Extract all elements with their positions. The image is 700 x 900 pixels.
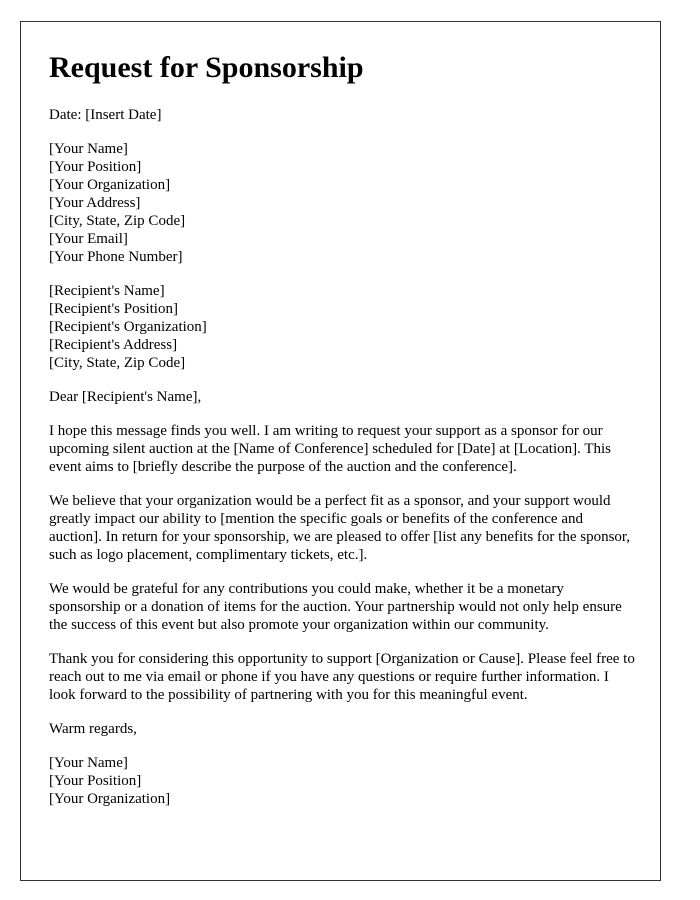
sender-address: [Your Address] xyxy=(49,195,141,211)
signature-position: [Your Position] xyxy=(49,773,142,789)
recipient-organization: [Recipient's Organization] xyxy=(49,319,207,335)
date-line: Date: [Insert Date] xyxy=(49,107,162,123)
paragraph-intro: I hope this message finds you well. I am writing to request your support as a sponsor for our upcoming silent auction at the [Name of Conference] scheduled for [Date] at [Location]. This event aims to [briefly describe the purpose of the auction and the conference]. xyxy=(49,423,612,475)
signature-block xyxy=(49,754,639,808)
sender-email: [Your Email] xyxy=(49,231,128,247)
letter-body xyxy=(49,50,639,808)
sender-city-state-zip: [City, State, Zip Code] xyxy=(49,213,186,229)
sender-organization: [Your Organization] xyxy=(49,177,171,193)
recipient-city-state-zip: [City, State, Zip Code] xyxy=(49,355,186,371)
recipient-address: [Recipient's Address] xyxy=(49,337,178,353)
paragraph-thanks: Thank you for considering this opportunity to support [Organization or Cause]. Please feel free to reach out to me via email or phone if you have any questions or require further information. I look forward to the possibility of partnering with you for this meaningful event. xyxy=(49,651,635,703)
paragraph-benefits: We believe that your organization would be a perfect fit as a sponsor, and your support would greatly impact our ability to [mention the specific goals or benefits of the conference and auction]. In return for your sponsorship, we are pleased to offer [list any benefits for the sponsor, such as logo placement, complimentary tickets, etc.]. xyxy=(49,493,631,563)
signature-name: [Your Name] xyxy=(49,755,128,771)
paragraph-contributions: We would be grateful for any contributions you could make, whether it be a monetary sponsorship or a donation of items for the auction. Your partnership would not only help ensure the success of this event but also promote your organization within our community. xyxy=(49,581,622,633)
sender-phone: [Your Phone Number] xyxy=(49,249,183,265)
recipient-address-block xyxy=(49,282,639,372)
salutation: Dear [Recipient's Name], xyxy=(49,389,202,405)
recipient-position: [Recipient's Position] xyxy=(49,301,178,317)
sender-address-block xyxy=(49,140,639,266)
recipient-name: [Recipient's Name] xyxy=(49,283,165,299)
sender-name: [Your Name] xyxy=(49,141,128,157)
sender-position: [Your Position] xyxy=(49,159,142,175)
signature-organization: [Your Organization] xyxy=(49,791,171,807)
letter-title: Request for Sponsorship xyxy=(49,51,364,84)
closing: Warm regards, xyxy=(49,721,137,737)
